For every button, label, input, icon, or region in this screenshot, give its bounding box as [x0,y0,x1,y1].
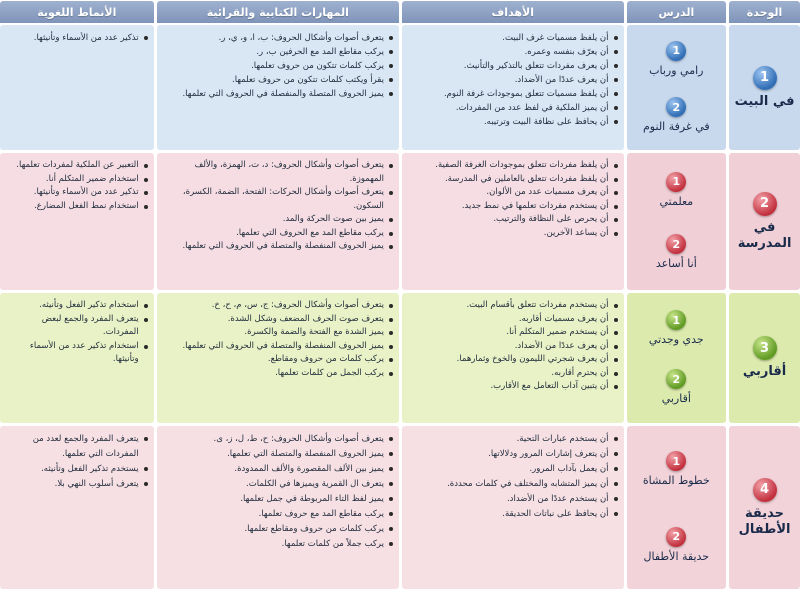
unit-cell [729,25,800,150]
list-item: أن يعمل بآداب المرور. [406,462,618,477]
unit-number: 3 [753,336,777,360]
unit-row [0,25,800,150]
unit-title: في البيت [734,93,795,109]
goals-cell [402,25,624,150]
header-skills: المهارات الكتابية والقرائية [157,1,399,23]
header-unit: الوحدة [729,1,800,23]
list-item: يتعرف أصوات وأشكال الحروف: ح، ط، ل، ز، ى. [161,432,393,447]
list-item: يتعرف أسلوب النهي بلا. [4,477,148,492]
list-item: أن يتعرف إشارات المرور ودلالاتها. [406,447,618,462]
lesson [649,310,704,347]
patterns-cell [0,25,154,150]
lesson-cell [627,426,727,589]
unit-row [0,426,800,589]
list-item: تذكير عدد من الأسماء وتأنيثها. [4,186,148,200]
list-item: يتعرف المفرد والجمع لبعض المفردات. [4,313,148,340]
list-item: استخدام ضمير المتكلم أنا. [4,173,148,187]
patterns-list [0,426,154,496]
lesson [662,369,691,406]
list-item: التعبير عن الملكية لمفردات تعلمها. [4,159,148,173]
list-item: يميز الحروف المتصلة والمنفصلة في الحروف التي تعلمها. [161,87,393,101]
list-item: استخدام نمط الفعل المضارع. [4,200,148,214]
unit-title: في المدرسة [737,219,792,251]
skills-list [157,153,399,258]
list-item: أن يحافظ على نظافة البيت وترتيبه. [406,115,618,129]
skills-cell [157,25,399,150]
list-item: أن يتبين آداب التعامل مع الأقارب. [406,380,618,394]
header-goals: الأهداف [402,1,624,23]
lesson-title: في غرفة النوم [643,120,710,134]
lesson-number: 2 [666,369,686,389]
list-item: أن يستخدم مفردات تتعلق بأقسام البيت. [406,299,618,313]
list-item: استخدام تذكير عدد من الأسماء وتأنيثها. [4,340,148,367]
lesson [644,527,710,564]
list-item: يتعرف أصوات وأشكال الحروف: ج، س، م، ح، خ. [161,299,393,313]
skills-cell [157,426,399,589]
list-item: أن يعرف مفردات تتعلق بالتذكير والتأنيث. [406,59,618,73]
unit-title: حديقة الأطفال [738,505,791,537]
patterns-cell [0,293,154,423]
list-item: أن يعرف مسميات أقاربه. [406,313,618,327]
lesson-title: أنا أساعد [655,257,697,271]
lesson-title: حديقة الأطفال [643,549,710,563]
lesson-title: جدي وجدتي [648,333,704,346]
list-item: أن يلفظ مفردات تتعلق بموجودات الغرفة الصفية. [406,159,618,173]
list-item: يميز بين صوت الحركة والمد. [161,213,393,227]
lesson-title: خطوط المشاة [642,474,710,488]
list-item: أن يستخدم عبارات التحية. [406,432,618,447]
list-item: تذكير عدد من الأسماء وتأنيثها. [4,31,148,45]
skills-list [157,25,399,105]
list-item: يركب مقاطع المد مع الحرفين ب، ر. [161,45,393,59]
list-item: أن يعرف مسميات عدد من الألوان. [406,186,618,200]
patterns-list [0,153,154,217]
list-item: أن يعرف عددًا من الأضداد. [406,73,618,87]
list-item: يميز بين الألف المقصورة والألف الممدودة. [161,462,393,477]
goals-cell [402,293,624,423]
unit-title: أقاربي [742,364,787,379]
list-item: أن يستخدم ضمير المتكلم أنا. [406,326,618,340]
lesson-number: 2 [666,97,686,117]
lesson-cell [627,25,727,150]
list-item: يستخدم تذكير الفعل وتأنيثه. [4,462,148,477]
unit-number: 2 [753,192,777,216]
lesson-number: 2 [666,527,686,547]
goals-list [402,426,624,526]
skills-list [157,426,399,556]
lesson-cell [627,153,727,290]
list-item: يتعرف أصوات وأشكال الحركات: الفتحة، الضمة، الكسرة، السكون. [161,186,393,213]
patterns-cell [0,153,154,290]
skills-cell [157,153,399,290]
lesson-number: 2 [666,234,686,254]
list-item: يركب مقاطع المد مع حروف تعلمها. [161,507,393,522]
lesson [643,451,710,488]
header-lesson: الدرس [627,1,726,23]
list-item: أن يميز الملكية في لفظ عدد من المفردات. [406,101,618,115]
lesson [659,172,693,209]
lesson [656,234,697,271]
patterns-cell [0,426,154,589]
list-item: يميز لفظ التاء المربوطة في جمل تعلمها. [161,492,393,507]
list-item: يركب مقاطع المد مع الحروف التي تعلمها. [161,227,393,241]
lesson [643,97,710,134]
lesson-number: 1 [666,172,686,192]
list-item: أن يلفظ مسميات غرف البيت. [406,31,618,45]
list-item: يميز الحروف المنفصلة والمتصلة التي تعلمها. [161,447,393,462]
goals-list [402,153,624,244]
list-item: يركب جملاً من كلمات تعلمها. [161,537,393,552]
list-item: يتعرف أصوات وأشكال الحروف: ب، ا، و، ي، ر. [161,31,393,45]
list-item: يركب كلمات تتكون من حروف تعلمها. [161,59,393,73]
header-patterns: الأنماط اللغوية [0,1,154,23]
lesson-number: 1 [666,310,686,330]
lesson [649,41,703,78]
list-item: أن يعرف شجرتي الليمون والخوخ وثمارهما. [406,353,618,367]
lesson-number: 1 [666,451,686,471]
list-item: يتعرف صوت الحرف المضعف وشكل الشدة. [161,313,393,327]
list-item: أن يستخدم مفردات تعلمها في نمط جديد. [406,200,618,214]
list-item: أن يحرص على النظافة والترتيب. [406,213,618,227]
unit-cell [729,153,800,290]
goals-cell [402,426,624,589]
lesson-title: رامي ورباب [649,63,704,77]
skills-list [157,293,399,384]
list-item: يقرأ ويكتب كلمات تتكون من حروف تعلمها. [161,73,393,87]
list-item: أن يعرف عددًا من الأضداد. [406,340,618,354]
unit-cell [729,426,800,589]
list-item: يركب الجمل من كلمات تعلمها. [161,367,393,381]
list-item: أن يحترم أقاربه. [406,367,618,381]
lesson-title: معلمتي [659,194,694,208]
list-item: أن يساعد الآخرين. [406,227,618,241]
unit-number: 1 [753,66,777,90]
patterns-list [0,25,154,49]
lesson-title: أقاربي [661,392,691,405]
list-item: استخدام تذكير الفعل وتأنيثه. [4,299,148,313]
skills-cell [157,293,399,423]
lesson-number: 1 [666,41,686,61]
list-item: يتعرف المفرد والجمع لعدد من المفردات التي تعلمها. [4,432,148,462]
table-header [0,1,800,23]
list-item: أن يعرّف بنفسه وعمره. [406,45,618,59]
list-item: يتعرف ال القمرية ويميزها في الكلمات. [161,477,393,492]
list-item: أن يميز المتشابه والمختلف في كلمات محددة. [406,477,618,492]
list-item: أن يلفظ مفردات تتعلق بالعاملين في المدرسة. [406,173,618,187]
patterns-list [0,293,154,371]
goals-list [402,293,624,398]
list-item: أن يحافظ على نباتات الحديقة. [406,507,618,522]
list-item: أن يلفظ مسميات تتعلق بموجودات غرفة النوم. [406,87,618,101]
list-item: أن يستخدم عددًا من الأضداد. [406,492,618,507]
unit-row [0,153,800,290]
unit-row [0,293,800,423]
lesson-cell [627,293,727,423]
goals-list [402,25,624,133]
list-item: يميز الشدة مع الفتحة والضمة والكسرة. [161,326,393,340]
unit-number: 4 [753,478,777,502]
list-item: يتعرف أصوات وأشكال الحروف: د، ت، الهمزة، والألف المهموزة. [161,159,393,186]
goals-cell [402,153,624,290]
list-item: يركب كلمات من حروف ومقاطع تعلمها. [161,522,393,537]
list-item: يركب كلمات من حروف ومقاطع. [161,353,393,367]
list-item: يميز الحروف المنفصلة والمتصلة في الحروف التي تعلمها. [161,340,393,354]
list-item: يميز الحروف المنفصلة والمتصلة في الحروف التي تعلمها. [161,240,393,254]
unit-cell [729,293,800,423]
